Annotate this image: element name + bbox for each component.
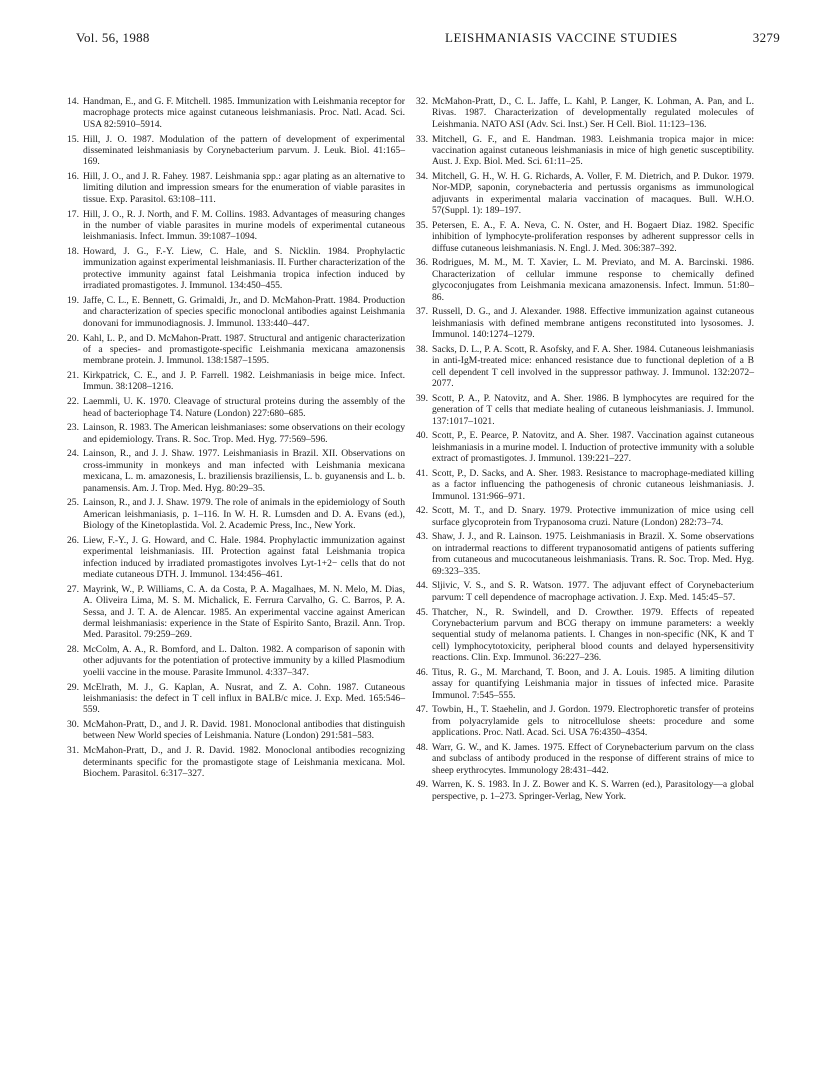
reference-number: 49 . [414,779,428,790]
reference-entry [65,209,405,243]
reference-text: McColm, A. A., R. Bomford, and L. Dalton. 1982. A comparison of saponin with other adjuvants for the potentiation of protective immunity by a killed Plasmodium yoelii vaccine in the mouse. Parasite Immunol. 4:337–347. [83,644,405,678]
reference-entry [414,171,754,217]
reference-number: 43 . [414,531,428,542]
reference-number: 37 . [414,306,428,317]
reference-text: Rodrigues, M. M., M. T. Xavier, L. M. Previato, and M. A. Barcinski. 1986. Characterization of cellular immune response to chemically defined glycoconjugates from Leishmania mexicana amazonensis. Infect. Immun. 51:80–86. [432,257,754,303]
reference-text: Warren, K. S. 1983. In J. Z. Bower and K. S. Warren (ed.), Parasitology—a global perspective, p. 1–273. Springer-Verlag, New York. [432,779,754,802]
reference-column-right [414,96,754,806]
reference-number: 32 . [414,96,428,107]
reference-entry [414,468,754,502]
reference-text: Shaw, J. J., and R. Lainson. 1975. Leishmaniasis in Brazil. X. Some observations on intradermal reactions to different trypanosomatid antigens of patients suffering from cutaneous and mucocutaneous leishmaniasis. Trans. R. Soc. Trop. Med. Hyg. 69:323–335. [432,531,754,577]
reference-entry [414,257,754,303]
reference-entry [65,682,405,716]
reference-entry [414,667,754,701]
reference-entry [65,370,405,393]
reference-entry [414,531,754,577]
reference-number: 17 . [65,209,79,220]
reference-entry [414,779,754,802]
reference-number: 27 . [65,584,79,595]
reference-entry [65,745,405,779]
reference-number: 20 . [65,333,79,344]
reference-entry [414,393,754,427]
reference-text: Thatcher, N., R. Swindell, and D. Crowther. 1979. Effects of repeated Corynebacterium parvum and BCG therapy on immune parameters: a weekly sequential study of melanoma patients. I. Changes in non-specific (NK, K and T cell) lymphocytotoxicity, peripheral blood counts and delayed hypersensitivity reactions. Clin. Exp. Immunol. 36:227–236. [432,606,754,664]
reference-number: 15 . [65,134,79,145]
reference-number: 35 . [414,220,428,231]
reference-number: 39 . [414,393,428,404]
reference-text: Jaffe, C. L., E. Bennett, G. Grimaldi, Jr., and D. McMahon-Pratt. 1984. Production and characterization of species specific monoclonal antibodies against Leishmania donovani for immunodiagnosis. J. Immunol. 133:440–447. [83,294,405,329]
reference-number: 38 . [414,344,428,355]
reference-text: Mitchell, G. H., W. H. G. Richards, A. Voller, F. M. Dietrich, and P. Dukor. 1979. Nor-MDP, saponin, corynebacteria and pertussis organisms as immunological adjuvants in experimental malaria vaccination of macaques. Bull. W.H.O. 57(Suppl. 1): 189–197. [432,171,754,217]
reference-text: Sljivic, V. S., and S. R. Watson. 1977. The adjuvant effect of Corynebacterium parvum: T cell dependence of macrophage activation. J. Exp. Med. 145:45–57. [432,580,754,603]
reference-text: Lainson, R. 1983. The American leishmaniases: some observations on their ecology and epidemiology. Trans. R. Soc. Trop. Med. Hyg. 77:569–596. [83,422,405,445]
reference-number: 24 . [65,448,79,459]
reference-text: Scott, P. A., P. Natovitz, and A. Sher. 1986. B lymphocytes are required for the generation of T cells that mediate healing of cutaneous leishmaniasis. J. Immunol. 137:1017–1021. [432,392,754,427]
reference-text: Lainson, R., and J. J. Shaw. 1979. The role of animals in the epidemiology of South American leishmaniasis, p. 1–116. In W. H. R. Lumsden and D. A. Evans (ed.), Biology of the Kinetoplastida. Vol. 2. Academic Press, Inc., New York. [83,497,405,532]
reference-number: 19 . [65,295,79,306]
reference-entry [65,295,405,329]
running-title: LEISHMANIASIS VACCINE STUDIES [445,30,678,45]
reference-text: Russell, D. G., and J. Alexander. 1988. Effective immunization against cutaneous leishmaniasis with defined membrane antigens reconstituted into lysosomes. J. Immunol. 140:1274–1279. [432,306,754,341]
reference-text: McMahon-Pratt, D., and J. R. David. 1982. Monoclonal antibodies recognizing determinants specific for the promastigote stage of Leishmania mexicana. Mol. Biochem. Parasitol. 6:317–327. [83,745,405,779]
reference-number: 25 . [65,497,79,508]
page-number: 3279 [752,30,780,45]
reference-text: Scott, M. T., and D. Snary. 1979. Protective immunization of mice using cell surface glycoprotein from Trypanosoma cruzi. Nature (London) 282:73–74. [432,505,754,528]
reference-text: McElrath, M. J., G. Kaplan, A. Nusrat, and Z. A. Cohn. 1987. Cutaneous leishmaniasis: the defect in T cell influx in BALB/c mice. J. Exp. Med. 165:546–559. [83,681,405,716]
reference-entry [414,704,754,738]
reference-entry [65,422,405,445]
reference-text: Liew, F.-Y., J. G. Howard, and C. Hale. 1984. Prophylactic immunization against experimental leishmaniasis. III. Protection against fatal Leishmania tropica infection induced by irradiated promastigotes involves Lyt-1+2− cells that do not mediate cutaneous DTH. J. Immunol. 134:456–461. [83,534,405,580]
reference-text: Scott, P., E. Pearce, P. Natovitz, and A. Sher. 1987. Vaccination against cutaneous leishmaniasis in a murine model. I. Induction of protective immunity with a soluble extract of promastigotes. J. Immunol. 139:221–227. [432,430,754,465]
reference-entry [65,719,405,742]
reference-text: Sacks, D. L., P. A. Scott, R. Asofsky, and F. A. Sher. 1984. Cutaneous leishmaniasis in anti-IgM-treated mice: enhanced resistance due to functional depletion of a B cell dependent T cell involved in the suppressor pathway. J. Immunol. 132:2072–2077. [432,343,754,390]
reference-text: Kirkpatrick, C. E., and J. P. Farrell. 1982. Leishmaniasis in beige mice. Infect. Immun. 38:1208–1216. [83,370,405,393]
reference-entry [414,607,754,664]
reference-text: Towbin, H., T. Staehelin, and J. Gordon. 1979. Electrophoretic transfer of proteins from polyacrylamide gels to nitrocellulose sheets: procedure and some applications. Proc. Natl. Acad. Sci. USA 76:4350–4354. [432,704,754,739]
reference-entry [65,171,405,205]
reference-text: Petersen, E. A., F. A. Neva, C. N. Oster, and H. Bogaert Diaz. 1982. Specific inhibition of lymphocyte-proliferation responses by adherent suppressor cells in diffuse cutaneous leishmaniasis. N. Engl. J. Med. 306:387–392. [432,219,754,254]
reference-number: 18 . [65,246,79,257]
reference-entry [65,584,405,641]
reference-entry [414,580,754,603]
reference-entry [414,344,754,390]
reference-entry [414,96,754,130]
reference-number: 31 . [65,745,79,756]
reference-text: Mayrink, W., P. Williams, C. A. da Costa, P. A. Magalhaes, M. N. Melo, M. Dias, A. Oliveira Lima, M. S. M. Michalick, E. Ferrura Carvalho, G. C. Barros, P. A. Sessa, and J. T. A. de Alencar. 1985. An experimental vaccine against American dermal leishmaniasis: experience in the State of Espirito Santo, Brazil. Ann. Trop. Med. Parasitol. 79:259–269. [83,583,405,641]
reference-number: 48 . [414,742,428,753]
reference-entry [65,644,405,678]
reference-text: Scott, P., D. Sacks, and A. Sher. 1983. Resistance to macrophage-mediated killing as a factor influencing the pathogenesis of chronic cutaneous leishmaniasis. J. Immunol. 131:966–971. [432,467,754,502]
reference-number: 33 . [414,134,428,145]
reference-number: 22 . [65,396,79,407]
reference-text: Hill, J. O., R. J. North, and F. M. Collins. 1983. Advantages of measuring changes in the number of viable parasites in murine models of experimental cutaneous leishmaniasis. Infect. Immun. 39:1087–1094. [83,208,405,243]
reference-number: 14 . [65,96,79,107]
reference-number: 30 . [65,719,79,730]
reference-number: 29 . [65,682,79,693]
reference-text: Laemmli, U. K. 1970. Cleavage of structural proteins during the assembly of the head of bacteriophage T4. Nature (London) 227:680–685. [83,396,405,419]
reference-entry [414,505,754,528]
reference-number: 45 . [414,607,428,618]
reference-text: McMahon-Pratt, D., C. L. Jaffe, L. Kahl, P. Langer, K. Lohman, A. Pan, and L. Rivas. 1987. Characterization of developmentally regulated molecules of Leishmania. NATO ASI (Adv. Sci. Inst.) Ser. H Cell. Biol. 11:123–136. [432,96,754,130]
reference-number: 28 . [65,644,79,655]
reference-number: 40 . [414,430,428,441]
reference-entry [65,535,405,581]
reference-text: Titus, R. G., M. Marchand, T. Boon, and J. A. Louis. 1985. A limiting dilution assay for quantifying Leishmania major in tissues of infected mice. Parasite Immunol. 7:545–555. [432,666,754,701]
reference-entry [65,134,405,168]
reference-text: Hill, J. O. 1987. Modulation of the pattern of development of experimental disseminated leishmaniasis by Corynebacterium parvum. J. Leuk. Biol. 41:165–169. [83,133,405,168]
reference-entry [65,96,405,130]
reference-number: 21 . [65,370,79,381]
reference-number: 36 . [414,257,428,268]
reference-number: 42 . [414,505,428,516]
reference-text: Hill, J. O., and J. R. Fahey. 1987. Leishmania spp.: agar plating as an alternative to limiting dilution and impression smears for the enumeration of viable parasites in tissue. Exp. Parasitol. 63:108–111. [83,171,405,205]
reference-number: 44 . [414,580,428,591]
reference-entry [414,220,754,254]
reference-entry [65,246,405,292]
reference-entry [65,448,405,494]
reference-entry [65,497,405,531]
reference-entry [414,134,754,168]
reference-number: 41 . [414,468,428,479]
reference-entry [65,333,405,367]
reference-number: 47 . [414,704,428,715]
reference-entry [414,306,754,340]
reference-text: Handman, E., and G. F. Mitchell. 1985. Immunization with Leishmania receptor for macrophage protects mice against cutaneous leishmaniasis. Proc. Natl. Acad. Sci. USA 82:5910–5914. [83,96,405,130]
reference-text: Warr, G. W., and K. James. 1975. Effect of Corynebacterium parvum on the class and subclass of antibody produced in the response of different strains of mice to sheep erythrocytes. Immunology 28:431–442. [432,741,754,776]
running-header [76,30,780,52]
reference-text: McMahon-Pratt, D., and J. R. David. 1981. Monoclonal antibodies that distinguish between New World species of Leishmania. Nature (London) 291:581–583. [83,719,405,742]
reference-entry [65,396,405,419]
volume-label: Vol. 56, 1988 [76,30,150,45]
reference-number: 23 . [65,422,79,433]
reference-number: 46 . [414,667,428,678]
reference-column-left [65,96,405,783]
reference-text: Howard, J. G., F.-Y. Liew, C. Hale, and S. Nicklin. 1984. Prophylactic immunization against experimental leishmaniasis. II. Further characterization of the protective immunity against fatal Leishmania tropica infection induced by irradiated promastigotes. J. Immunol. 134:450–455. [83,246,405,292]
reference-number: 16 . [65,171,79,182]
reference-text: Kahl, L. P., and D. McMahon-Pratt. 1987. Structural and antigenic characterization of a species- and promastigote-specific Leishmania mexicana amazonensis membrane protein. J. Immunol. 138:1587–1595. [83,332,405,367]
reference-entry [414,742,754,776]
reference-entry [414,430,754,464]
reference-text: Mitchell, G. F., and E. Handman. 1983. Leishmania tropica major in mice: vaccination against cutaneous leishmaniasis in mice of high genetic susceptibility. Aust. J. Exp. Biol. Med. Sci. 61:11–25. [432,133,754,168]
reference-number: 34 . [414,171,428,182]
reference-number: 26 . [65,535,79,546]
reference-text: Lainson, R., and J. J. Shaw. 1977. Leishmaniasis in Brazil. XII. Observations on cross-immunity in monkeys and man infected with Leishmania mexicana mexicana, L. m. amazonesis, L. braziliensis braziliensis, L. b. guyanensis and L. b. panamensis. Am. J. Trop. Med. Hyg. 80:29–35. [83,448,405,494]
